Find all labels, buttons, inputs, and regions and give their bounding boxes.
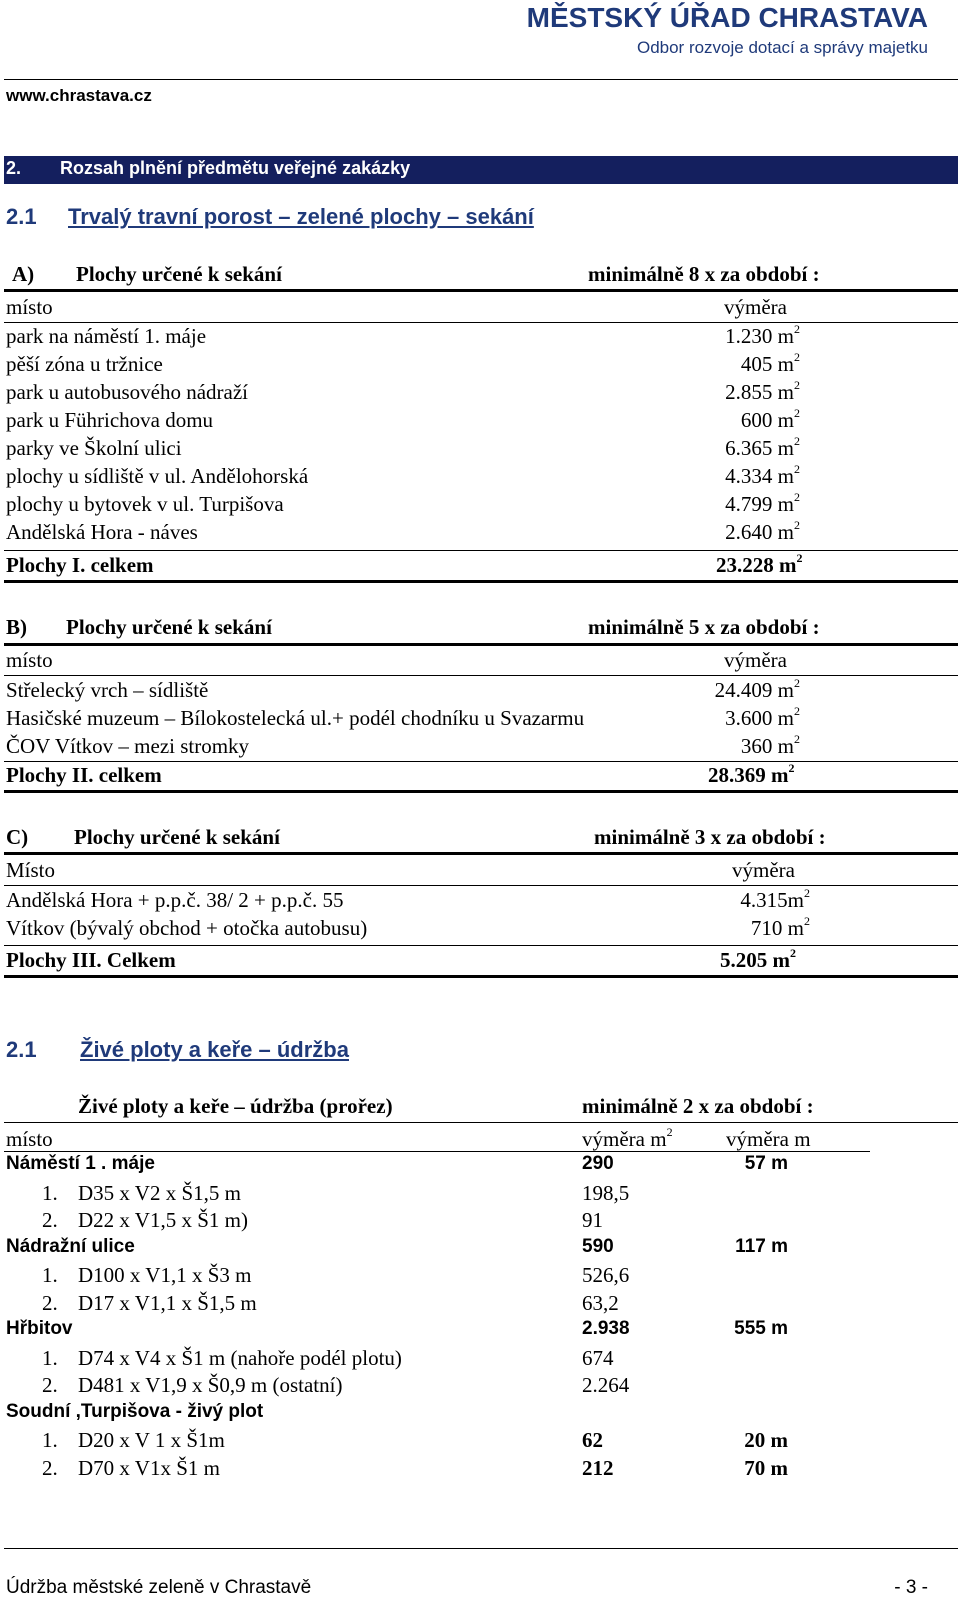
- hedge-group-name: Nádražní ulice: [6, 1235, 135, 1257]
- hedges-col-area-m: výměra m: [726, 1127, 811, 1151]
- org-name: MĚSTSKÝ ÚŘAD CHRASTAVA: [526, 2, 928, 33]
- area-exponent: 2: [794, 322, 800, 336]
- area-number: 600 m: [740, 408, 794, 432]
- section-number: 2.: [6, 158, 22, 178]
- area-exponent: 2: [794, 462, 800, 476]
- area-place: Andělská Hora - náves: [6, 520, 198, 544]
- group-b-rule-top: [4, 643, 958, 646]
- group-a-rule-bottom: [4, 550, 958, 551]
- area-number: 24.409 m: [714, 678, 794, 702]
- hedge-item-text: D35 x V2 x Š1,5 m: [78, 1180, 241, 1205]
- area-number: 4.334 m: [725, 464, 794, 488]
- group-b-total-label: Plochy II. celkem: [6, 763, 162, 787]
- hedges-rule-header: [4, 1151, 870, 1152]
- hedge-item-number: 2.: [42, 1208, 58, 1232]
- area-value: [710, 678, 800, 703]
- hedge-group-m: 555 m: [734, 1318, 788, 1339]
- hedge-item-number: 1.: [42, 1345, 58, 1370]
- area-exponent: 2: [794, 732, 800, 746]
- hedge-group-name: Hřbitov: [6, 1318, 73, 1339]
- group-c-rule-header: [4, 885, 958, 886]
- group-a-letter: A): [12, 262, 35, 286]
- hedge-item-m: 70 m: [744, 1455, 788, 1480]
- hedge-item-text: D20 x V 1 x Š1m: [78, 1428, 225, 1452]
- area-number: 3.600 m: [725, 706, 794, 730]
- group-b-rule-bottom: [4, 761, 958, 762]
- group-c-col-area: výměra: [732, 858, 795, 882]
- area-place: plochy u bytovek v ul. Turpišova: [6, 492, 284, 516]
- hedge-item-number: 1.: [42, 1180, 58, 1205]
- area-exponent: 2: [804, 886, 810, 900]
- area-exponent: 2: [794, 378, 800, 392]
- hedge-item-number: 2.: [42, 1373, 58, 1397]
- area-place: park u Führichova domu: [6, 408, 214, 432]
- group-b-col-area: výměra: [724, 648, 787, 672]
- hedge-item-m2: 63,2: [582, 1290, 619, 1315]
- group-a-rule-top: [4, 289, 958, 292]
- group-b-col-place: místo: [6, 648, 53, 672]
- group-c-total-label: Plochy III. Celkem: [6, 948, 176, 972]
- area-exponent: 2: [794, 676, 800, 690]
- area-value: [710, 436, 800, 461]
- area-place: park u autobusového nádraží: [6, 380, 249, 404]
- area-place: Střelecký vrch – sídliště: [6, 678, 209, 702]
- subsection2-number: 2.1: [6, 1037, 37, 1062]
- hedge-item-m2: 212: [582, 1455, 614, 1480]
- hedges-col-place: místo: [6, 1127, 53, 1151]
- area-exponent: 2: [794, 406, 800, 420]
- area-exponent: 2: [794, 490, 800, 504]
- hedge-group-m2: 290: [582, 1153, 614, 1174]
- hedge-group-name: Soudní ,Turpišova - živý plot: [6, 1400, 264, 1422]
- hedge-group-m2: 590: [582, 1235, 614, 1257]
- area-number: 4.315m: [740, 888, 804, 912]
- group-c-total: 5.205 $m^2$: [720, 946, 796, 972]
- area-exponent: 2: [794, 518, 800, 532]
- area-place: ČOV Vítkov – mezi stromky: [6, 734, 250, 758]
- group-c-rule-top: [4, 852, 958, 855]
- group-a-total-label: Plochy I. celkem: [6, 553, 154, 577]
- group-b-total: 28.369 $m^2$: [708, 761, 795, 787]
- header-rule: [4, 79, 958, 80]
- hedge-group-m2: 2.938: [582, 1318, 630, 1339]
- hedge-item-text: D100 x V1,1 x Š3 m: [78, 1263, 252, 1287]
- group-a-rule-header: [4, 322, 958, 323]
- area-value: [710, 324, 800, 349]
- hedges-title: Živé ploty a keře – údržba (prořez): [78, 1094, 393, 1118]
- group-c-frequency: minimálně 3 x za období :: [594, 825, 826, 849]
- hedge-group-m: 117 m: [735, 1235, 788, 1257]
- group-a-rule-total: [4, 580, 958, 583]
- group-c-col-place: Místo: [6, 858, 56, 882]
- section-title: Rozsah plnění předmětu veřejné zakázky: [60, 158, 411, 178]
- hedge-item-m2: 2.264: [582, 1373, 630, 1397]
- group-b-frequency: minimálně 5 x za období :: [588, 615, 820, 639]
- area-value: [710, 464, 800, 489]
- area-value: [720, 916, 810, 941]
- footer-title: Údržba městské zeleně v Chrastavě: [6, 1577, 312, 1598]
- area-place: park na náměstí 1. máje: [6, 324, 207, 348]
- area-exponent: 2: [794, 350, 800, 364]
- area-number: 360 m: [740, 734, 794, 758]
- section-bar: [4, 156, 958, 184]
- group-c-letter: C): [6, 825, 29, 849]
- hedges-frequency: minimálně 2 x za období :: [582, 1094, 814, 1118]
- hedge-item-number: 2.: [42, 1290, 58, 1315]
- area-value: [720, 888, 810, 913]
- group-c-title: Plochy určené k sekání: [74, 825, 280, 849]
- group-c-rule-bottom: [4, 945, 958, 946]
- group-b-letter: B): [6, 615, 27, 639]
- hedge-item-text: D481 x V1,9 x Š0,9 m (ostatní): [78, 1373, 343, 1397]
- hedge-item-m2: 91: [582, 1208, 603, 1232]
- area-value: [710, 408, 800, 433]
- group-b-rule-total: [4, 790, 958, 793]
- subsection-title: Trvalý travní porost – zelené plochy – sekání: [68, 204, 534, 229]
- area-exponent: 2: [794, 434, 800, 448]
- page-number: - 3 -: [894, 1577, 928, 1598]
- group-b-title: Plochy určené k sekání: [66, 615, 272, 639]
- hedge-item-number: 2.: [42, 1455, 58, 1480]
- area-value: [710, 520, 800, 545]
- area-value: [710, 734, 800, 759]
- hedge-item-m2: 62: [582, 1428, 603, 1452]
- department: Odbor rozvoje dotací a správy majetku: [636, 38, 928, 57]
- area-place: Vítkov (bývalý obchod + otočka autobusu): [6, 916, 368, 940]
- hedge-item-text: D70 x V1x Š1 m: [78, 1455, 220, 1480]
- hedges-rule-top: [4, 1122, 958, 1123]
- hedge-item-number: 1.: [42, 1428, 58, 1452]
- hedge-item-number: 1.: [42, 1263, 58, 1287]
- area-value: [710, 492, 800, 517]
- area-exponent: 2: [804, 914, 810, 928]
- group-c-rule-total: [4, 975, 958, 978]
- area-place: pěší zóna u tržnice: [6, 352, 163, 376]
- hedge-item-m: 20 m: [744, 1428, 788, 1452]
- group-a-frequency: minimálně 8 x za období :: [588, 262, 820, 286]
- hedge-item-m2: 198,5: [582, 1180, 630, 1205]
- hedge-item-m2: 526,6: [582, 1263, 630, 1287]
- area-number: 2.640 m: [725, 520, 794, 544]
- area-number: 405 m: [740, 352, 794, 376]
- hedge-group-name: Náměstí 1 . máje: [6, 1153, 155, 1174]
- area-value: [710, 380, 800, 405]
- area-value: [710, 352, 800, 377]
- hedge-item-text: D22 x V1,5 x Š1 m): [78, 1208, 248, 1232]
- area-place: parky ve Školní ulici: [6, 436, 182, 460]
- area-exponent: 2: [794, 704, 800, 718]
- area-place: Andělská Hora + p.p.č. 38/ 2 + p.p.č. 55: [6, 888, 344, 912]
- area-number: 710 m: [750, 916, 804, 940]
- website: www.chrastava.cz: [6, 86, 152, 105]
- area-place: plochy u sídliště v ul. Andělohorská: [6, 464, 309, 488]
- subsection2-title: Živé ploty a keře – údržba: [80, 1037, 349, 1062]
- group-b-rule-header: [4, 675, 958, 676]
- area-number: 4.799 m: [725, 492, 794, 516]
- footer-rule: [4, 1548, 958, 1549]
- group-a-col-area: výměra: [724, 295, 787, 319]
- group-a-title: Plochy určené k sekání: [76, 262, 282, 286]
- area-number: 2.855 m: [725, 380, 794, 404]
- area-value: [710, 706, 800, 731]
- subsection-number: 2.1: [6, 204, 37, 229]
- group-a-total: 23.228 $m^2$: [716, 551, 803, 577]
- area-number: 1.230 m: [725, 324, 794, 348]
- hedges-col-area-m2: výměra $m^2$: [582, 1125, 673, 1151]
- area-place: Hasičské muzeum – Bílokostelecká ul.+ podél chodníku u Svazarmu: [6, 706, 585, 730]
- hedge-group-m: 57 m: [744, 1153, 788, 1174]
- hedge-item-text: D17 x V1,1 x Š1,5 m: [78, 1290, 257, 1315]
- area-number: 6.365 m: [725, 436, 794, 460]
- hedge-item-m2: 674: [582, 1345, 614, 1370]
- hedge-item-text: D74 x V4 x Š1 m (nahoře podél plotu): [78, 1345, 402, 1370]
- group-a-col-place: místo: [6, 295, 53, 319]
